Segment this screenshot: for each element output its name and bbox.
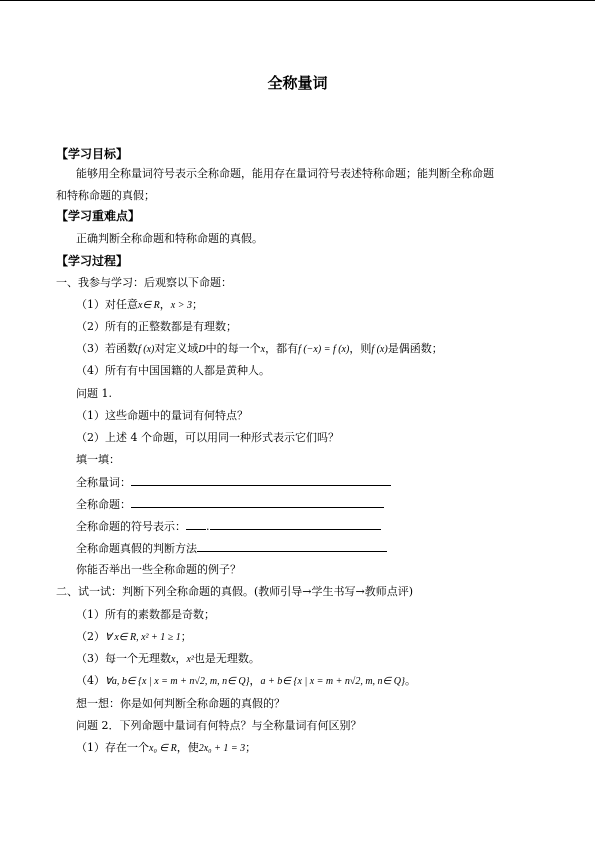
fill-in-label: 填一填： xyxy=(76,453,120,466)
fill-judgement-method xyxy=(76,541,387,556)
item-text: 对定义域 xyxy=(154,342,199,355)
item-text: 。 xyxy=(405,674,416,687)
fill-mark: . xyxy=(206,520,210,533)
page-title: 全称量词 xyxy=(267,74,328,92)
question2-title: 问题 2．下列命题中量词有何特点？与全称量词有何区别？ xyxy=(76,719,362,732)
item-text: （4） xyxy=(76,674,105,687)
page-top-border xyxy=(0,0,595,1)
part2-item4 xyxy=(76,674,416,689)
math-expression: a + b∈ {x | x = m + n√2, m, n∈ Q} xyxy=(260,676,405,687)
question2-a xyxy=(76,741,256,756)
item-text: ， xyxy=(175,652,187,665)
goals-text-line1: 能够用全称量词符号表示全称命题，能用存在量词符号表述特称命题；能判断全称命题 xyxy=(76,167,494,180)
examples-prompt: 你能否举出一些全称命题的例子？ xyxy=(76,563,241,576)
item-text: ， xyxy=(159,298,171,311)
math-expression: 2x₀ + 1 = 3 xyxy=(198,743,246,754)
math-expression: ∀a, b∈ {x | x = m + n√2, m, n∈ Q} xyxy=(105,676,250,687)
part1-item3 xyxy=(76,342,443,357)
math-expression: x xyxy=(260,344,266,355)
answer-blank-line xyxy=(197,541,387,552)
answer-blank-line xyxy=(131,497,384,508)
item-text: （3）若函数 xyxy=(76,342,138,355)
item-text: ，则 xyxy=(349,342,372,355)
fill-universal-quantifier xyxy=(76,475,391,490)
part2-item2 xyxy=(76,630,192,645)
item-text: （1）对任意 xyxy=(76,298,138,311)
fill-label: 全称命题： xyxy=(76,498,131,511)
item-text: 中的每一个 xyxy=(205,342,261,355)
part2-item3 xyxy=(76,652,260,667)
math-expression: x xyxy=(171,654,176,665)
item-text: （1）存在一个 xyxy=(76,741,149,754)
question1-a: （1）这些命题中的量词有何特点？ xyxy=(76,409,248,422)
item-text: ； xyxy=(191,298,203,311)
item-text: （3）每一个无理数 xyxy=(76,652,171,665)
heading-key-points: 【学习重难点】 xyxy=(56,209,141,223)
fill-label: 全称命题真假的判断方法 xyxy=(76,542,197,555)
math-expression: D xyxy=(198,344,206,355)
item-text: 也是无理数。 xyxy=(193,652,260,665)
math-expression: x > 3 xyxy=(170,300,192,311)
part1-item1 xyxy=(76,298,203,313)
fill-label: 全称量词： xyxy=(76,476,131,489)
part2-item1: （1）所有的素数都是奇数； xyxy=(76,608,215,621)
item-text: ； xyxy=(245,741,257,754)
part2-title: 二、试一试：判断下列全称命题的真假。(教师引导→学生书写→教师点评) xyxy=(56,585,414,598)
think-prompt: 想一想：你是如何判断全称命题的真假的？ xyxy=(76,697,285,710)
answer-blank-line xyxy=(186,519,206,530)
heading-process: 【学习过程】 xyxy=(56,254,129,268)
math-expression: f (x) xyxy=(371,344,388,355)
math-expression: f (−x) = f (x) xyxy=(298,344,350,355)
math-expression: x∈ R xyxy=(138,300,160,311)
item-text: （2） xyxy=(76,630,105,643)
key-points-text: 正确判断全称命题和特称命题的真假。 xyxy=(76,232,263,245)
fill-symbol-form xyxy=(76,519,381,534)
answer-blank-line xyxy=(131,475,391,486)
answer-blank-line xyxy=(210,519,381,530)
item-text: ，都有 xyxy=(265,342,299,355)
part1-title: 一、我参与学习：后观察以下命题： xyxy=(56,276,232,289)
item-text: ，使 xyxy=(176,741,199,754)
part1-item2: （2）所有的正整数都是有理数； xyxy=(76,320,237,333)
question1-b: （2）上述 4 个命题，可以用同一种形式表示它们吗？ xyxy=(76,431,339,444)
item-text: ； xyxy=(180,630,192,643)
fill-universal-proposition xyxy=(76,497,384,512)
math-expression: f (x) xyxy=(138,344,155,355)
heading-learning-goals: 【学习目标】 xyxy=(56,147,129,161)
fill-label: 全称命题的符号表示： xyxy=(76,520,186,533)
question1-title: 问题 1. xyxy=(76,387,112,400)
goals-text-line2: 和特称命题的真假； xyxy=(56,189,155,202)
math-expression: ∀ x∈ R, x² + 1 ≥ 1 xyxy=(105,632,181,643)
item-text: 是偶函数； xyxy=(387,342,443,355)
math-expression: x₀ ∈ R xyxy=(149,743,177,754)
part1-item4: （4）所有有中国国籍的人都是黄种人。 xyxy=(76,364,270,377)
math-expression: x² xyxy=(186,654,194,665)
item-text: ， xyxy=(249,674,261,687)
